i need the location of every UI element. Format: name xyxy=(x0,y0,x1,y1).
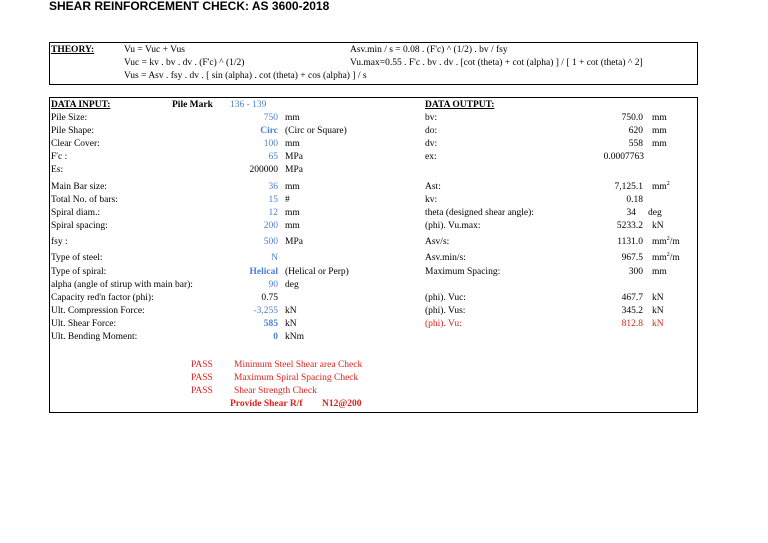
output-unit: mm xyxy=(652,126,667,136)
input-value[interactable]: -3,255 xyxy=(253,306,278,316)
pile-mark-value[interactable]: 136 - 139 xyxy=(230,100,267,110)
pile-mark-label: Pile Mark xyxy=(172,100,213,110)
input-value[interactable]: 0 xyxy=(273,332,278,342)
output-unit: $mm^2/m$ xyxy=(652,236,680,247)
input-label: Ult. Bending Moment: xyxy=(51,332,138,342)
output-value: 0.18 xyxy=(626,195,643,205)
input-label: Es: xyxy=(51,165,64,175)
output-label: (phi). Vu: xyxy=(425,319,462,329)
output-label: (phi). Vu.max: xyxy=(425,221,481,231)
input-heading: DATA INPUT: xyxy=(51,100,111,110)
input-unit: MPa xyxy=(285,237,303,247)
input-unit: deg xyxy=(285,280,299,290)
data-box xyxy=(49,97,698,413)
recommendation-label: Provide Shear R/f xyxy=(230,399,303,409)
output-label: Maximum Spacing: xyxy=(425,267,501,277)
check-status: PASS xyxy=(191,360,213,370)
input-label: Spiral diam.: xyxy=(51,208,101,218)
input-value[interactable]: 750 xyxy=(263,113,278,123)
input-value[interactable]: 36 xyxy=(268,182,278,192)
input-label: Type of steel: xyxy=(51,253,103,263)
input-label: fsy : xyxy=(51,237,68,247)
output-label: kv: xyxy=(425,195,438,205)
check-status: PASS xyxy=(191,373,213,383)
output-value: 1131.0 xyxy=(617,237,643,247)
theory-formula-vuc: Vuc = kv . bv . dv . (F'c) ^ (1/2) xyxy=(124,58,245,68)
output-label: do: xyxy=(425,126,438,136)
output-label: ex: xyxy=(425,152,437,162)
output-label: bv: xyxy=(425,113,438,123)
input-unit: # xyxy=(285,195,290,205)
input-label: Total No. of bars: xyxy=(51,195,118,205)
theory-formula-vumax: Vu.max=0.55 . F'c . bv . dv . [cot (theta) + cot (alpha) ] / [ 1 + cot (theta) ^ 2] xyxy=(350,58,643,68)
output-unit: kN xyxy=(652,306,664,316)
input-unit: (Circ or Square) xyxy=(285,126,347,136)
output-value: 812.8 xyxy=(621,319,643,329)
output-value: 7,125.1 xyxy=(614,182,643,192)
input-label: Main Bar size: xyxy=(51,182,107,192)
input-label: Ult. Shear Force: xyxy=(51,319,117,329)
output-unit: $mm^2$ xyxy=(652,181,670,192)
input-value: 0.75 xyxy=(261,293,278,303)
theory-formula-asvmin: Asv.min / s = 0.08 . (F'c) ^ (1/2) . bv / fsy xyxy=(350,45,508,55)
output-unit: mm xyxy=(652,113,667,123)
output-label: Asv.min/s: xyxy=(425,253,466,263)
input-unit: mm xyxy=(285,139,300,149)
theory-formula-vu: Vu = Vuc + Vus xyxy=(124,45,185,55)
input-value: 200000 xyxy=(249,165,278,175)
output-value: 5233.2 xyxy=(616,221,643,231)
input-value[interactable]: 15 xyxy=(268,195,278,205)
input-value[interactable]: 500 xyxy=(263,237,278,247)
output-unit: mm xyxy=(652,267,667,277)
output-heading: DATA OUTPUT: xyxy=(425,100,495,110)
input-label: alpha (angle of stirup with main bar): xyxy=(51,280,193,290)
output-unit: mm xyxy=(652,139,667,149)
input-label: Clear Cover: xyxy=(51,139,100,149)
output-label: theta (designed shear angle): xyxy=(425,208,534,218)
input-value[interactable]: N xyxy=(271,253,278,263)
input-value[interactable]: 12 xyxy=(268,208,278,218)
input-value[interactable]: Helical xyxy=(249,267,278,277)
output-label: Asv/s: xyxy=(425,237,450,247)
output-unit: kN xyxy=(652,221,664,231)
input-unit: mm xyxy=(285,221,300,231)
output-unit: kN xyxy=(652,293,664,303)
input-value[interactable]: Circ xyxy=(260,126,278,136)
theory-formula-vus: Vus = Asv . fsy . dv . [ sin (alpha) . cot (theta) + cos (alpha) ] / s xyxy=(124,71,367,81)
input-unit: mm xyxy=(285,208,300,218)
output-value: 620 xyxy=(628,126,643,136)
input-unit: kN xyxy=(285,306,297,316)
output-unit: deg xyxy=(648,208,662,218)
output-label: (phi). Vuc: xyxy=(425,293,466,303)
input-unit: (Helical or Perp) xyxy=(285,267,349,277)
input-label: Type of spiral: xyxy=(51,267,107,277)
output-label: dv: xyxy=(425,139,438,149)
check-status: PASS xyxy=(191,386,213,396)
output-value: 467.7 xyxy=(621,293,643,303)
input-label: Spiral spacing: xyxy=(51,221,108,231)
input-unit: kN xyxy=(285,319,297,329)
input-value[interactable]: 200 xyxy=(263,221,278,231)
output-unit: kN xyxy=(652,319,664,329)
input-label: Ult. Compression Force: xyxy=(51,306,145,316)
theory-heading: THEORY: xyxy=(51,45,95,55)
output-label: Ast: xyxy=(425,182,441,192)
recommendation-value: N12@200 xyxy=(322,399,362,409)
input-unit: MPa xyxy=(285,152,303,162)
input-unit: mm xyxy=(285,113,300,123)
input-unit: mm xyxy=(285,182,300,192)
output-label: (phi). Vus: xyxy=(425,306,466,316)
input-unit: MPa xyxy=(285,165,303,175)
check-text: Shear Strength Check xyxy=(234,386,317,396)
input-label: Pile Size: xyxy=(51,113,88,123)
output-value: 300 xyxy=(628,267,643,277)
input-label: F'c : xyxy=(51,152,68,162)
input-unit: kNm xyxy=(285,332,304,342)
output-value: 0.0007763 xyxy=(603,152,644,162)
input-value[interactable]: 585 xyxy=(263,319,278,329)
input-value[interactable]: 90 xyxy=(268,280,278,290)
check-text: Minimum Steel Shear area Check xyxy=(234,360,363,370)
page-title: SHEAR REINFORCEMENT CHECK: AS 3600-2018 xyxy=(49,0,330,13)
input-label: Pile Shape: xyxy=(51,126,95,136)
output-value: 558 xyxy=(628,139,643,149)
output-value: 345.2 xyxy=(621,306,643,316)
output-unit: $mm^2/m$ xyxy=(652,252,680,263)
output-value: 967.5 xyxy=(621,253,643,263)
input-label: Capacity red'n factor (phi): xyxy=(51,293,154,303)
output-value: 750.0 xyxy=(621,113,643,123)
output-value: 34 xyxy=(626,208,636,218)
input-value[interactable]: 100 xyxy=(263,139,278,149)
input-value[interactable]: 65 xyxy=(268,152,278,162)
check-text: Maximum Spiral Spacing Check xyxy=(234,373,359,383)
